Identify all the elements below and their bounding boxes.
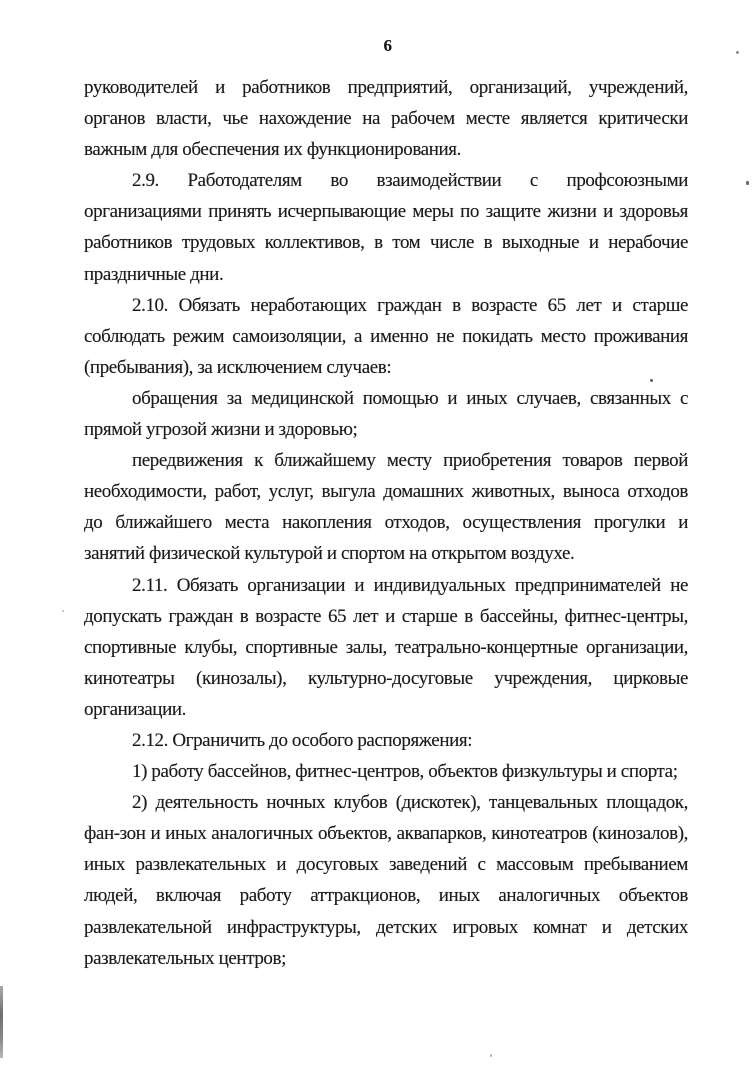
text-line: допускать граждан в возрасте 65 лет и старше в бассейны, фитнес-центры,	[84, 605, 688, 627]
text-line: спортивные клубы, спортивные залы, театрально-концертные организации,	[84, 636, 688, 658]
scan-speck	[62, 610, 64, 612]
text-line: занятий физической культурой и спортом на открытом воздухе.	[84, 543, 575, 565]
text-line: 2.12. Ограничить до особого распоряжения:	[132, 729, 473, 751]
scan-edge-artifact	[0, 986, 3, 1058]
scan-speck	[746, 181, 749, 185]
text-line: 2.11. Обязать организации и индивидуальных предпринимателей не	[132, 574, 688, 596]
scan-speck	[490, 1054, 492, 1057]
text-line: иных развлекательных и досуговых заведений с массовым пребыванием	[84, 854, 688, 876]
text-line: важным для обеспечения их функционирования.	[84, 139, 461, 161]
text-line: кинотеатры (кинозалы), культурно-досуговые учреждения, цирковые	[84, 667, 688, 689]
text-line: органов власти, чье нахождение на рабочем месте является критически	[84, 108, 688, 130]
text-line: (пребывания), за исключением случаев:	[84, 356, 392, 378]
text-line: 2.10. Обязать неработающих граждан в возрасте 65 лет и старше	[132, 294, 688, 316]
text-line: соблюдать режим самоизоляции, а именно не покидать место проживания	[84, 325, 688, 347]
text-line: прямой угрозой жизни и здоровью;	[84, 419, 358, 441]
text-line: развлекательных центров;	[84, 947, 286, 969]
text-line: 2.9. Работодателям во взаимодействии с профсоюзными	[132, 170, 688, 192]
text-line: руководителей и работников предприятий, организаций, учреждений,	[84, 77, 688, 98]
text-line: организациями принять исчерпывающие меры по защите жизни и здоровья	[84, 201, 688, 223]
text-line: 2) деятельность ночных клубов (дискотек), танцевальных площадок,	[132, 792, 688, 814]
text-line: работников трудовых коллективов, в том числе в выходные и нерабочие	[84, 232, 688, 254]
text-line: 1) работу бассейнов, фитнес-центров, объектов физкультуры и спорта;	[132, 761, 678, 783]
text-line: передвижения к ближайшему месту приобретения товаров первой	[132, 450, 688, 472]
text-line: праздничные дни.	[84, 263, 224, 285]
text-line: обращения за медицинской помощью и иных случаев, связанных с	[132, 387, 688, 409]
text-line: фан-зон и иных аналогичных объектов, аквапарков, кинотеатров (кинозалов),	[84, 823, 688, 845]
document-body	[84, 72, 688, 974]
text-line: людей, включая работу аттракционов, иных аналогичных объектов	[84, 885, 688, 907]
page-number: 6	[383, 36, 393, 55]
text-line: развлекательной инфраструктуры, детских игровых комнат и детских	[84, 916, 688, 938]
text-line: организации.	[84, 698, 186, 720]
text-line: до ближайшего места накопления отходов, осуществления прогулки и	[84, 512, 688, 534]
text-line: необходимости, работ, услуг, выгула домашних животных, выноса отходов	[84, 481, 688, 503]
scan-speck	[736, 51, 739, 54]
